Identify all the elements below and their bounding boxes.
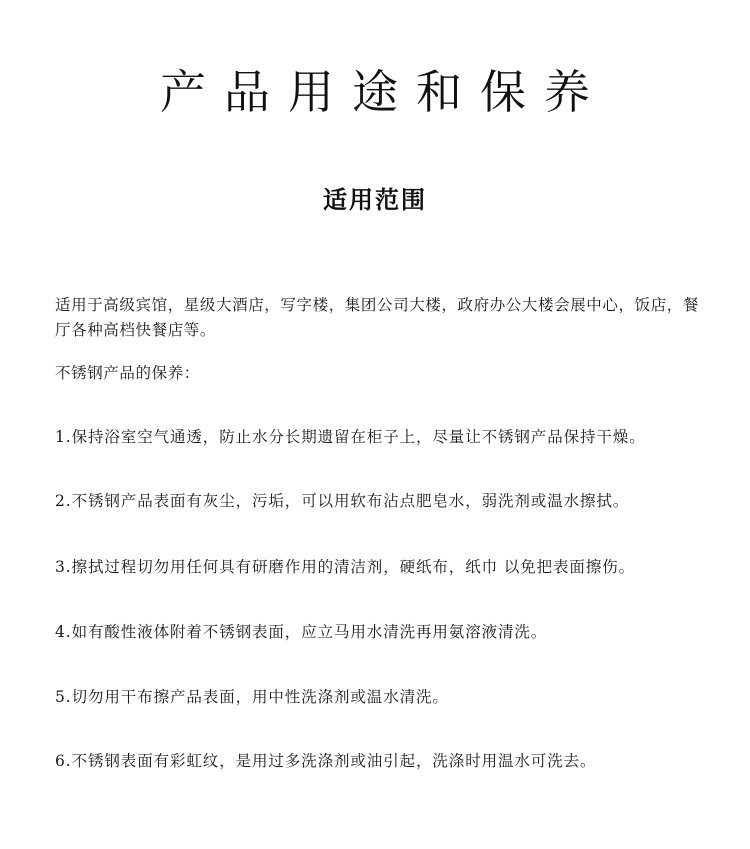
care-item-2: 2.不锈钢产品表面有灰尘，污垢，可以用软布沾点肥皂水，弱洗剂或温水擦拭。 [55,492,630,510]
care-item-3: 3.擦拭过程切勿用任何具有研磨作用的清洁剂，硬纸布，纸巾 以免把表面擦伤。 [55,558,636,576]
scope-text: 适用于高级宾馆，星级大酒店，写字楼，集团公司大楼，政府办公大楼会展中心，饭店，餐厅各种高档快餐店等。 [55,296,700,339]
care-item-5: 5.切勿用干布擦产品表面，用中性洗涤剂或温水清洗。 [55,688,449,706]
care-item-4: 4.如有酸性液体附着不锈钢表面，应立马用水清洗再用氨溶液清洗。 [55,623,548,641]
care-item-1: 1.保持浴室空气通透，防止水分长期遗留在柜子上，尽量让不锈钢产品保持干燥。 [55,428,646,446]
scope-heading: 适用范围 [323,186,427,214]
care-item-6: 6.不锈钢表面有彩虹纹，是用过多洗涤剂或油引起，洗涤时用温水可洗去。 [55,752,597,770]
care-title: 不锈钢产品的保养： [55,364,200,382]
page-title: 产品用途和保养 [160,65,608,119]
